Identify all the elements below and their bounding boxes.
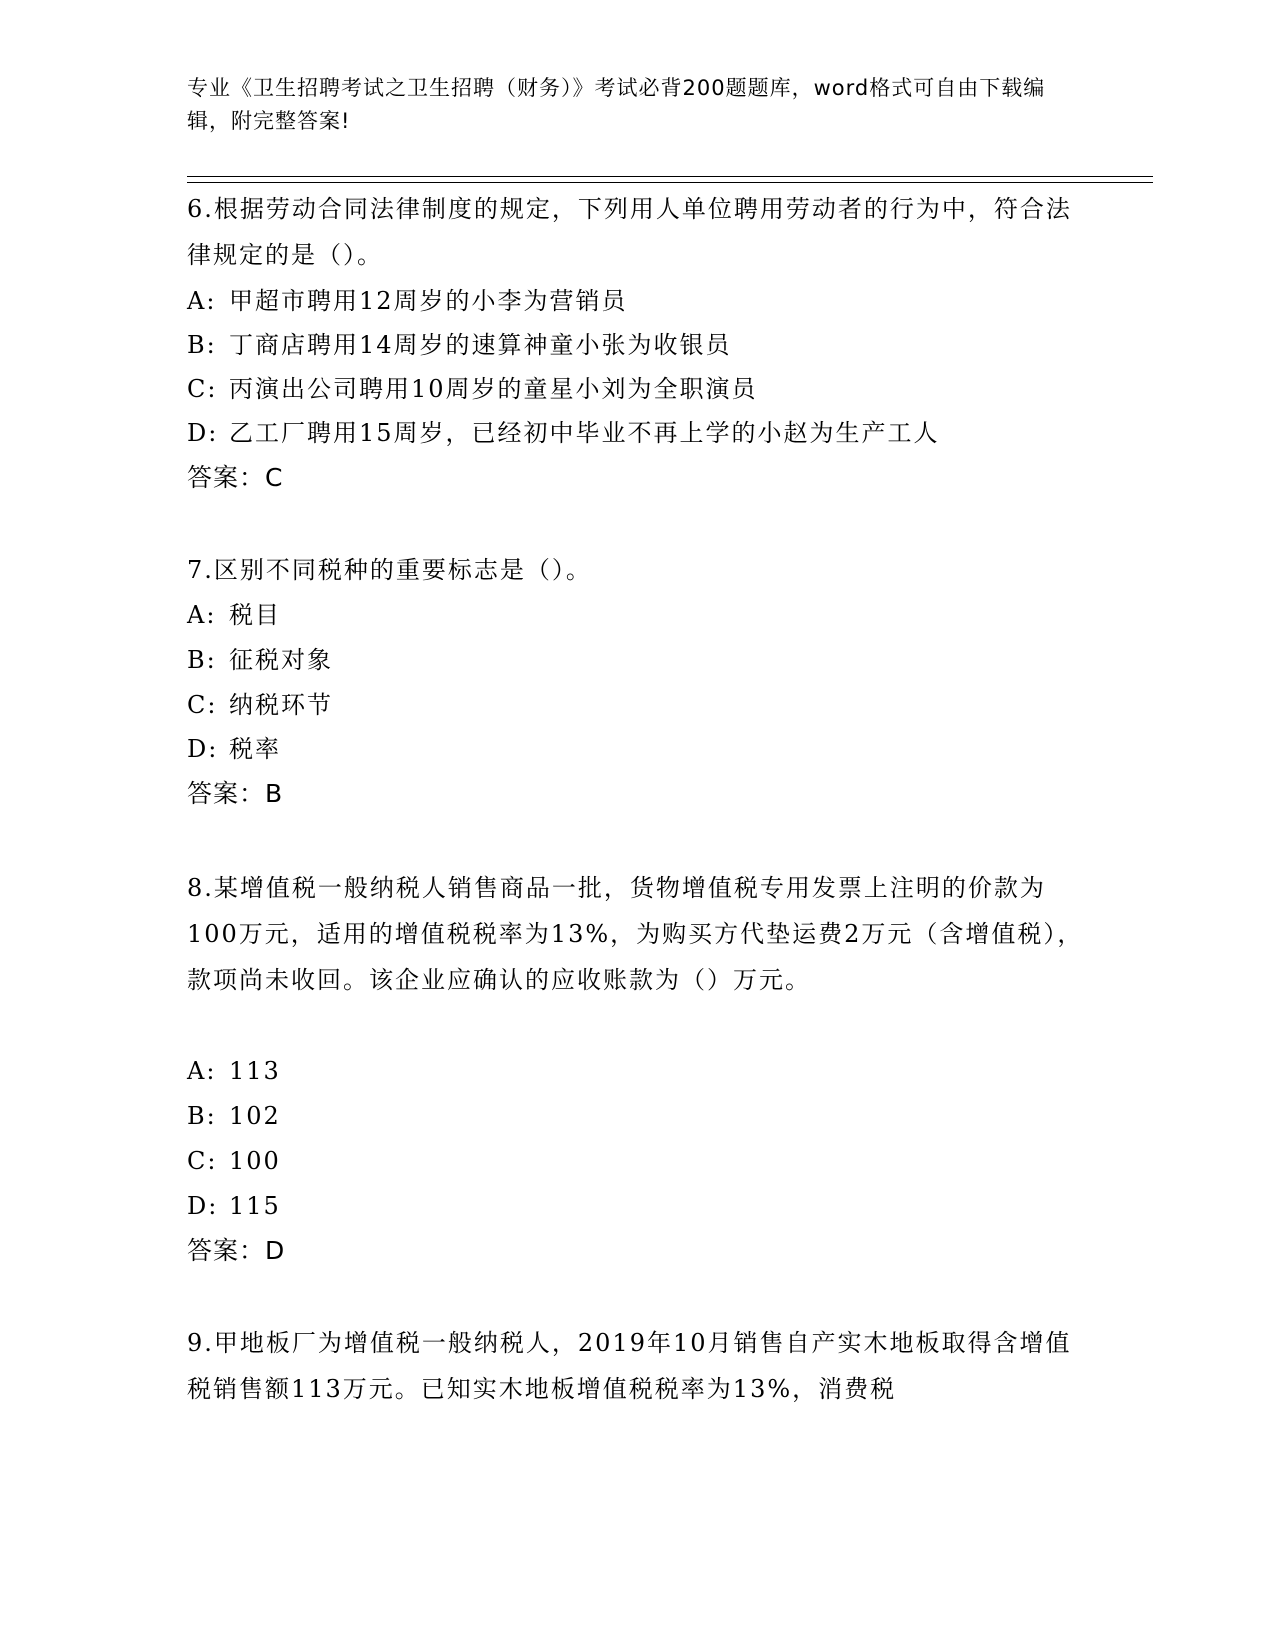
- document-header: 专业《卫生招聘考试之卫生招聘（财务）》考试必背200题题库，word格式可自由下载编辑，附完整答案!: [187, 76, 1046, 133]
- question-6-stem: 6.根据劳动合同法律制度的规定，下列用人单位聘用劳动者的行为中，符合法律规定的是（）。: [187, 195, 1072, 269]
- question-6-option-a: [187, 278, 1087, 324]
- question-6-option-d: [187, 410, 1087, 456]
- option-text: 税目: [229, 601, 281, 629]
- option-letter: C:: [187, 691, 218, 719]
- question-8-option-b: [187, 1093, 1087, 1139]
- option-letter: D:: [187, 1192, 219, 1220]
- option-text: 丁商店聘用14周岁的速算神童小张为收银员: [229, 331, 732, 359]
- option-letter: A:: [187, 287, 217, 315]
- question-7-answer: 答案：B: [187, 779, 284, 808]
- question-7-option-a: [187, 592, 1087, 638]
- question-8-option-c: [187, 1138, 1087, 1184]
- option-letter: B:: [187, 331, 217, 359]
- question-6-answer: 答案：C: [187, 463, 284, 492]
- question-7-stem: 7.区别不同税种的重要标志是（）。: [187, 556, 592, 584]
- option-letter: B:: [187, 646, 217, 674]
- option-text: 丙演出公司聘用10周岁的童星小刘为全职演员: [229, 375, 758, 403]
- option-text: 税率: [229, 735, 281, 763]
- question-7-option-d: [187, 726, 1087, 772]
- header-rule-top: [187, 176, 1153, 177]
- header-rule-bottom: [187, 182, 1153, 183]
- option-text: 纳税环节: [229, 691, 333, 719]
- question-8-option-d: [187, 1183, 1087, 1229]
- question-6-option-b: [187, 322, 1087, 368]
- question-7-option-c: [187, 682, 1087, 728]
- question-7-option-b: [187, 637, 1087, 683]
- question-8-option-a: [187, 1048, 1087, 1094]
- option-letter: B:: [187, 1102, 217, 1130]
- option-text: 征税对象: [229, 646, 333, 674]
- option-letter: D:: [187, 735, 219, 763]
- option-text: 100: [229, 1147, 281, 1175]
- option-letter: C:: [187, 375, 218, 403]
- option-letter: A:: [187, 1057, 217, 1085]
- option-text: 甲超市聘用12周岁的小李为营销员: [229, 287, 628, 315]
- question-6-option-c: [187, 366, 1087, 412]
- question-8-stem: 8.某增值税一般纳税人销售商品一批，货物增值税专用发票上注明的价款为100万元，适用的增值税税率为13%，为购买方代垫运费2万元（含增值税），款项尚未收回。该企业应确认的应收账款为（）万元。: [187, 874, 1084, 994]
- option-letter: A:: [187, 601, 217, 629]
- question-8-answer: 答案：D: [187, 1236, 286, 1265]
- option-letter: C:: [187, 1147, 218, 1175]
- option-letter: D:: [187, 419, 219, 447]
- option-text: 102: [229, 1102, 281, 1130]
- option-text: 113: [229, 1057, 281, 1085]
- option-text: 乙工厂聘用15周岁，已经初中毕业不再上学的小赵为生产工人: [229, 419, 940, 447]
- option-text: 115: [229, 1192, 281, 1220]
- question-9-stem: 9.甲地板厂为增值税一般纳税人，2019年10月销售自产实木地板取得含增值税销售额113万元。已知实木地板增值税税率为13%，消费税: [187, 1329, 1072, 1403]
